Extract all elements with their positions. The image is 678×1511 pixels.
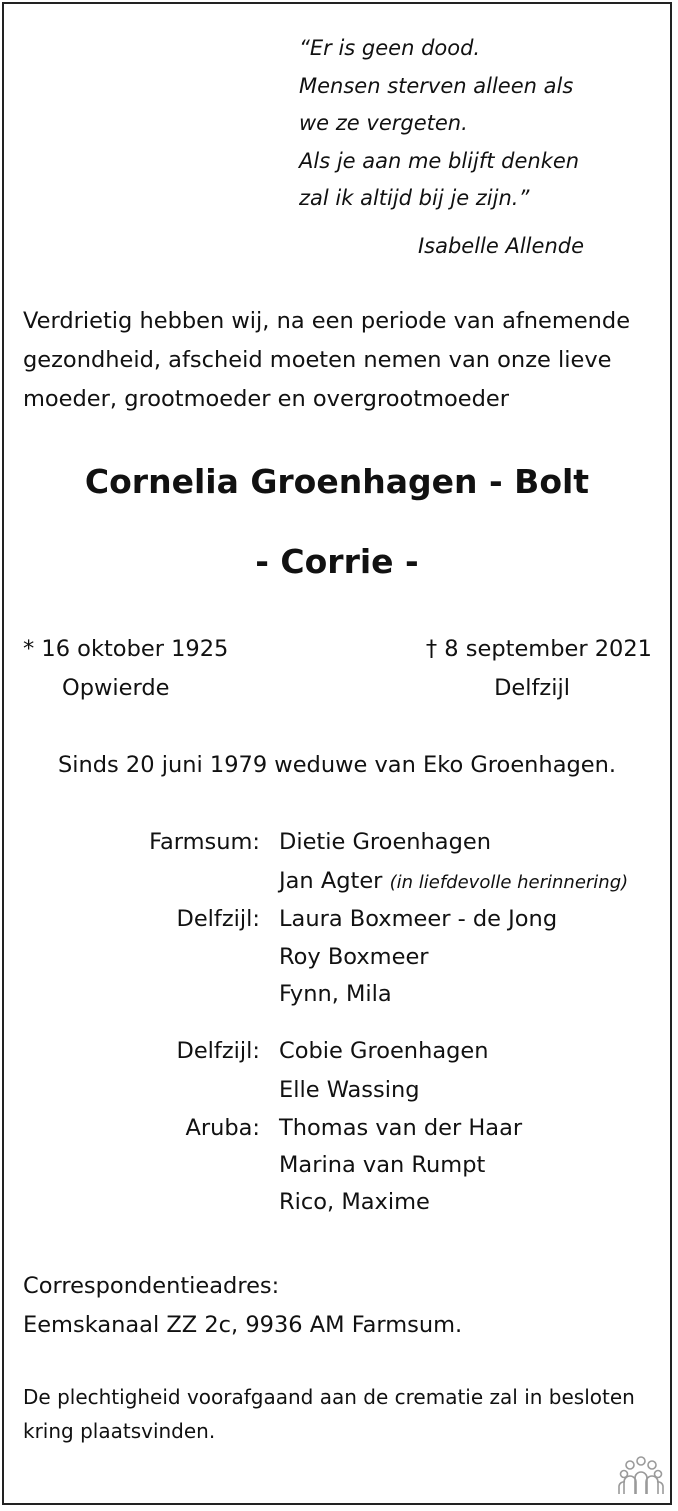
family-member-note: (in liefdevolle herinnering) <box>389 872 629 893</box>
family-member <box>279 868 628 894</box>
family-location: Delfzijl: <box>176 906 260 932</box>
poem-line: we ze vergeten. <box>299 111 468 135</box>
family-member: Laura Boxmeer - de Jong <box>279 906 558 932</box>
deceased-nickname: - Corrie - <box>255 542 419 581</box>
death-date: † 8 september 2021 <box>425 636 652 662</box>
poem-author: Isabelle Allende <box>417 234 584 258</box>
family-member: Fynn, Mila <box>279 981 392 1007</box>
family-member: Cobie Groenhagen <box>279 1038 489 1064</box>
death-place: Delfzijl <box>494 675 570 701</box>
family-location: Aruba: <box>185 1115 260 1141</box>
poem-line: “Er is geen dood. <box>299 36 481 60</box>
family-member: Thomas van der Haar <box>279 1115 523 1141</box>
family-member-name: Jan Agter <box>279 868 383 894</box>
widow-statement: Sinds 20 juni 1979 weduwe van Eko Groenhagen. <box>57 752 617 778</box>
correspondence <box>23 1267 462 1345</box>
family-member: Rico, Maxime <box>279 1189 430 1215</box>
ceremony-line: De plechtigheid voorafgaand aan de crematie zal in besloten <box>23 1385 635 1409</box>
intro-text <box>23 302 630 419</box>
family-member: Elle Wassing <box>279 1077 420 1103</box>
poem-line: Als je aan me blijft denken <box>299 148 580 173</box>
poem <box>299 30 579 218</box>
family-member: Dietie Groenhagen <box>279 829 491 855</box>
birth-place: Opwierde <box>62 675 170 701</box>
poem-line: Mensen sterven alleen als <box>299 73 574 98</box>
ceremony-line: kring plaatsvinden. <box>23 1419 216 1443</box>
family-member: Marina van Rumpt <box>279 1152 486 1178</box>
family-member: Roy Boxmeer <box>279 944 429 970</box>
people-group-logo-icon <box>618 1456 664 1496</box>
family-location: Farmsum: <box>149 829 260 855</box>
family-location: Delfzijl: <box>176 1038 260 1064</box>
intro-line: moeder, grootmoeder en overgrootmoeder <box>23 386 509 412</box>
intro-line: Verdrietig hebben wij, na een periode van afnemende <box>23 308 631 334</box>
intro-line: gezondheid, afscheid moeten nemen van onze lieve <box>23 347 612 373</box>
correspondence-label: Correspondentieadres: <box>23 1273 280 1299</box>
correspondence-address: Eemskanaal ZZ 2c, 9936 AM Farmsum. <box>23 1312 463 1338</box>
ceremony-notice <box>23 1380 635 1448</box>
deceased-name: Cornelia Groenhagen - Bolt <box>84 462 590 501</box>
poem-line: zal ik altijd bij je zijn.” <box>299 186 530 210</box>
birth-date: * 16 oktober 1925 <box>23 636 229 662</box>
